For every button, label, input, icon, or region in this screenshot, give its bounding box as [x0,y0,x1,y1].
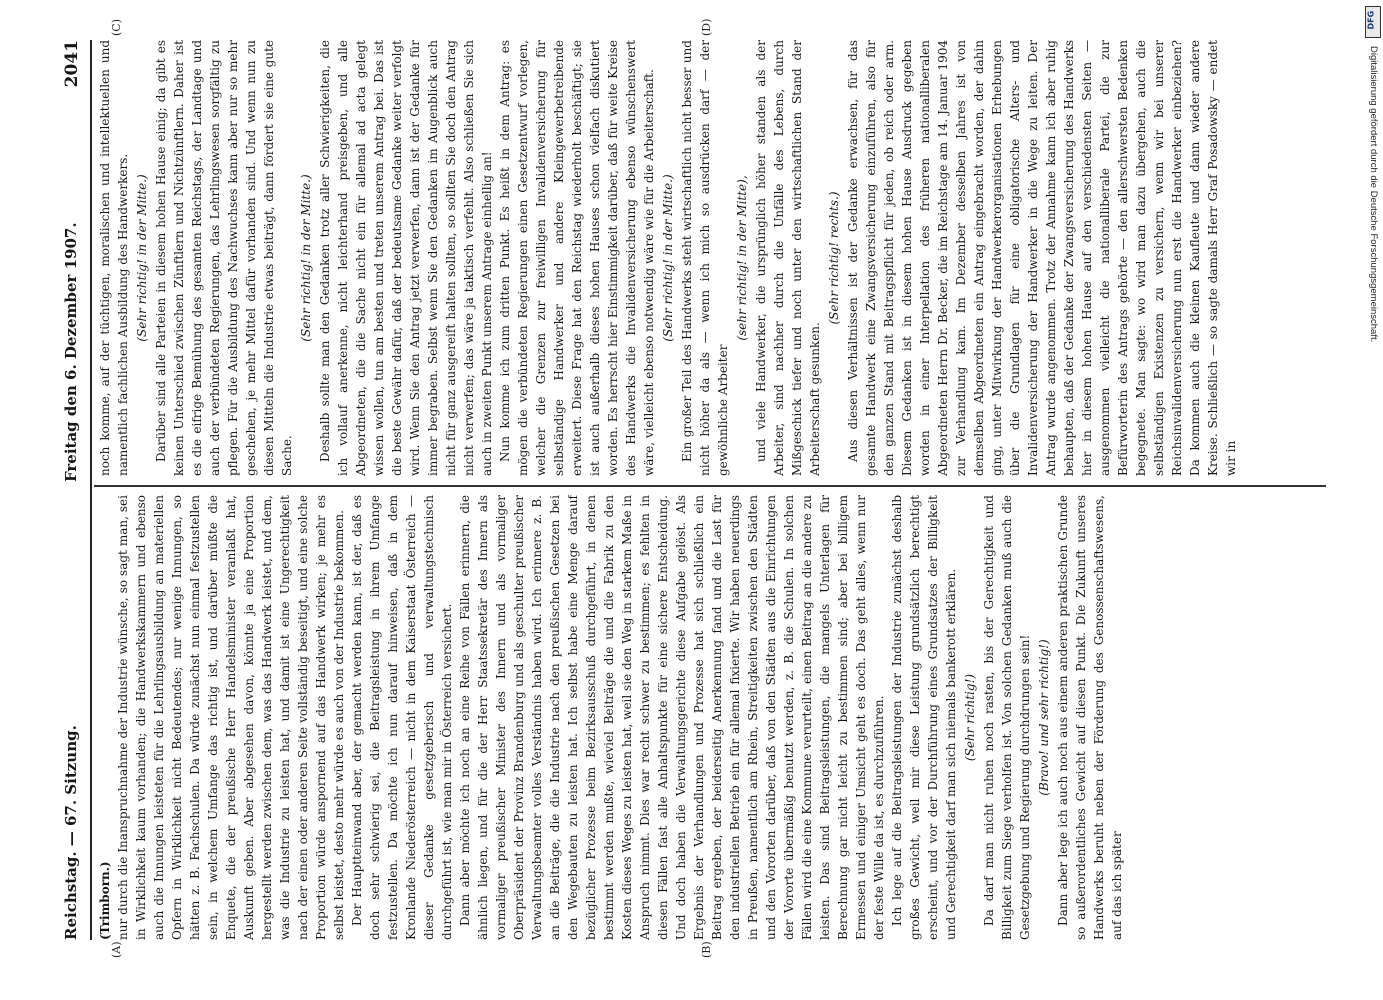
left-column [96,495,1328,940]
dfg-logo-icon: DFG [1365,6,1381,38]
left-reaction-2: (Bravo! und sehr richtig!) [1037,639,1051,796]
right-reaction-5: (Sehr richtig! rechts.) [827,191,841,325]
left-paragraph-4: Ich lege auf die Beitragsleistungen der Industrie zunächst deshalb großes Gewicht, weil mir diese Leistung grundsätzlich berechtigt erscheint, und vor der Durchführung eines Grundsatzes der Billigkeit und Gerechtigkeit darf man sich niemals bankerott erklären. [890,495,958,940]
digitization-credit [1365,6,1379,726]
margin-mark-d: (D) [700,18,713,36]
margin-mark-b: (B) [700,941,713,958]
header-rule [90,40,92,940]
right-reaction-3: (Sehr richtig! in der Mitte.) [661,174,675,342]
left-paragraph-3: Dann aber möchte ich noch an eine Reihe von Fällen erinnern, die ähnlich liegen, und für die der Herr Staatssekretär des Innern als vormaliger preußischer Minister des Innern und als vormaliger Oberpräsident der Provinz Brandenburg und als geschulter preußischer Verwaltungsbeamter volles Verständnis haben wird. Ich erinnere z. B. an die Beiträge, die die Industrie nach den preußischen Gesetzen bei den Wegebauten zu leisten hat. Ich selbst habe eine Menge darauf bezüglicher Prozesse beim Bezirksausschuß durchgeführt, in denen bestimmt werden mußte, wieviel Beiträge die und die Fabrik zu den Kosten dieses Weges zu leisten hat, weil sie den Weg in starkem Maße in Anspruch nimmt. Dies war recht schwer zu bestimmen; es fehlten in diesen Fällen fast alle Anhaltspunkte für eine sichere Entscheidung. Und doch haben die Verwaltungsgerichte diese Aufgabe gelöst. Als Ergebnis der Verhandlungen und Prozesse hat sich schließlich ein Beitrag ergeben, der beiderseitig Anerkennung fand und die Last für den industriellen Betrieb ein für allemal fixierte. Wir haben neuerdings in Preußen, namentlich am Rhein, Streitigkeiten zwischen den Städten und den Vororten darüber, daß von den Städten aus die Einrichtungen der Vororte übermäßig benutzt werden, z. B. die Schulen. In solchen Fällen wird die eine Kommune verurteilt, einen Beitrag an die andere zu leisten. Das sind Beitragsleistungen, die mangels Unterlagen für Berechnung gar nicht leicht zu bestimmen sind; aber bei billigem Ermessen und einiger Umsicht geht es doch. Das geht alles, wenn nur der feste Wille da ist, es durchzuführen. [458,495,886,940]
left-paragraph-2: Der Hauptteinwand aber, der gemacht werden kann, ist der, daß es doch sehr schwierig sei, die Beitragsleistung in ihrem Umfange festzustellen. Da möchte ich nun darauf hinweisen, daß in dem Kronlande Niederösterreich — nicht in dem Kaiserstaat Österreich — dieser Gedanke gesetzgeberisch und verwaltungstechnisch durchgeführt ist, wie man mir in Österreich versichert. [350,495,454,940]
left-paragraph-6: Dann aber lege ich auch noch aus einem anderen praktischen Grunde so außerordentliches Gewicht auf diesen Punkt. Die Zukunft unseres Handwerks beruht neben der Förderung des Genossenschaftswesens, auf das ich später [1056,495,1124,940]
left-paragraph-5: Da darf man nicht ruhen noch rasten, bis der Gerechtigkeit und Billigkeit zum Siege verholfen ist. Von solchen Gedanken muß auch die Gesetzgebung und Regierung durchdrungen sein! [982,495,1032,940]
right-paragraph-1: noch komme, auf der tüchtigen, moralischen und intellektuellen und namentlich fachlichen Ausbildung des Handwerkers. [98,40,130,476]
right-paragraph-5: Ein großer Teil des Handwerks steht wirtschaftlich nicht besser und nicht höher da als — wenn ich mich so ausdrücken darf — der gewöhnliche Arbeiter [680,40,730,476]
left-reaction-1: (Sehr richtig!) [963,673,977,762]
margin-mark-a: (A) [110,941,123,958]
right-column [96,40,1328,476]
right-reaction-2: (Sehr richtig! in der Mitte.) [299,174,313,342]
right-reaction-4: (sehr richtig! in der Mitte), [735,175,749,341]
right-reaction-1: (Sehr richtig! in der Mitte.) [135,174,149,342]
right-paragraph-6: und viele Handwerker, die ursprünglich höher standen als der Arbeiter, sind nachher durch die Unfälle des Lebens, durch Mißgeschick tiefer und noch unter den wirtschaftlichen Stand der Arbeiterschaft gesunken. [754,40,822,476]
header-date: Freitag den 6. Dezember 1907. [62,222,80,482]
page-header [62,40,86,940]
credit-text: Digitalisierung gefördert durch die Deutsche Forschungsgemeinschaft. [1368,46,1379,343]
column-divider [94,486,1326,488]
right-paragraph-2: Darüber sind alle Parteien in diesem hohen Hause einig; da gibt es keinen Unterschied zwischen Zünftlern und Nichtzünftlern. Daher ist es die eifrige Bemühung des gesamten Reichstags, der Landtage und auch der verbündeten Regierungen, das Lehrlingswesen sorgfältig zu pflegen. Für die Ausbildung des Nachwuchses kann aber nur so mehr geschehen, je mehr Mittel dafür vorhanden sind. Und wenn nun zu diesen Mitteln die Industrie etwas beiträgt, dann fördert sie eine gute Sache. [154,40,294,476]
right-paragraph-3: Deshalb sollte man den Gedanken trotz aller Schwierigkeiten, die ich vollauf anerkenne, nicht leichterhand preisgeben, und alle Abgeordneten, die die Sache nicht ein für allemal ad acta gelegt wissen wollen, tun am besten und treten unserem Antrag bei. Das ist die beste Gewähr dafür, daß der bedeutsame Gedanke weiter verfolgt wird. Wenn Sie den Antrag jetzt verwerfen, dann ist der Gedanke für immer begraben. Selbst wenn Sie den Gedanken im Augenblick auch nicht für ganz ausgereift halten sollten, so sollten Sie doch den Antrag nicht verwerfen; das wäre ja taktisch verfehlt. Also schließen Sie sich auch in zweiten Punkt unserem Antrage einhellig an! [318,40,494,476]
left-paragraph-1: nur durch die Inanspruchnahme der Industrie wünsche, so sagt man, sei in Wirklichkeit kaum vorhanden; die Handwerkskammern und ebenso auch die Innungen leisteten für die Lehrlingsausbildung an materiellen Opfern in Wirklichkeit nicht Bedeutendes; nur wenige Innungen, so hätten z. B. Fachschulen. Da würde zunächst nun einmal festzustellen sein, in welchem Umfange das richtig ist, und darüber müßte die Enquete, die der preußische Herr Handelsminister veranlaßt hat, Auskunft geben. Aber abgesehen davon, könnte ja eine Proportion hergestellt werden zwischen dem, was das Handwerk leistet, und dem, was die Industrie zu leisten hat, und damit ist eine Ungerechtigkeit nach der einen oder anderen Seite vollständig beseitigt, und eine solche Proportion würde anspornend auf das Handwerk wirken; je mehr es selbst leistet, desto mehr würde es auch von der Industrie bekommen. [116,495,346,940]
margin-mark-c: (C) [110,19,123,36]
right-paragraph-4: Nun komme ich zum dritten Punkt. Es heißt in dem Antrag: es mögen die verbündeten Regierungen einen Gesetzentwurf vorlegen, welcher die Grenzen zur freiwilligen Invalidenversicherung für selbständige Handwerker und andere Kleingewerbetreibende erweitert. Diese Frage hat den Reichstag wiederholt beschäftigt; sie ist auch außerhalb dieses hohen Hauses schon vielfach diskutiert worden. Es herrscht hier Einstimmigkeit darüber, daß für weite Kreise des Handwerks die Invalidenversicherung ebenso wünschenswert wäre, vielleicht ebenso notwendig wäre wie für die Arbeiterschaft. [498,40,656,476]
right-paragraph-7: Aus diesen Verhältnissen ist der Gedanke erwachsen, für das gesamte Handwerk eine Zwangsversicherung einzuführen, also für den ganzen Stand mit Beitragspflicht für jeden, ob reich oder arm. Diesem Gedanken ist in diesem hohen Hause Ausdruck gegeben worden in einer Interpellation des früheren nationalliberalen Abgeordneten Herrn Dr. Becker, die im Reichstage am 14. Januar 1904 zur Verhandlung kam. Im Dezember desselben Jahres ist von demselben Abgeordneten ein Antrag eingebracht worden, der dahin ging, unter Mitwirkung der Handwerkerorganisationen Erhebungen über die Grundlagen für eine obligatorische Alters- und Invalidenversicherung der Handwerker in die Wege zu leiten. Der Antrag wurde angenommen. Trotz der Annahme kann ich aber ruhig behaupten, daß der Gedanke der Zwangsversicherung des Handwerks hier in diesem hohen Hause auf den verschiedensten Seiten — ausgenommen vielleicht die nationalliberale Partei, die zur Befürworterin des Antrags gehörte — den allerschwersten Bedenken begegnete. Man sagte: wo wird man dazu übergehen, auch die selbständigen Existenzen zu versichern, wenn wir bei unserer Reichsinvalidenversicherung nun erst die Handwerker einbeziehen? Da kommen auch die kleinen Kaufleute und dann wieder andere Kreise. Schließlich — so sagte damals Herr Graf Posadowsky — endet wir in [846,40,1238,476]
header-session-title: Reichstag. — 67. Sitzung. [62,725,80,940]
speaker-tag: (Trimborn.) [98,861,112,940]
header-page-number: 2041 [62,40,82,88]
